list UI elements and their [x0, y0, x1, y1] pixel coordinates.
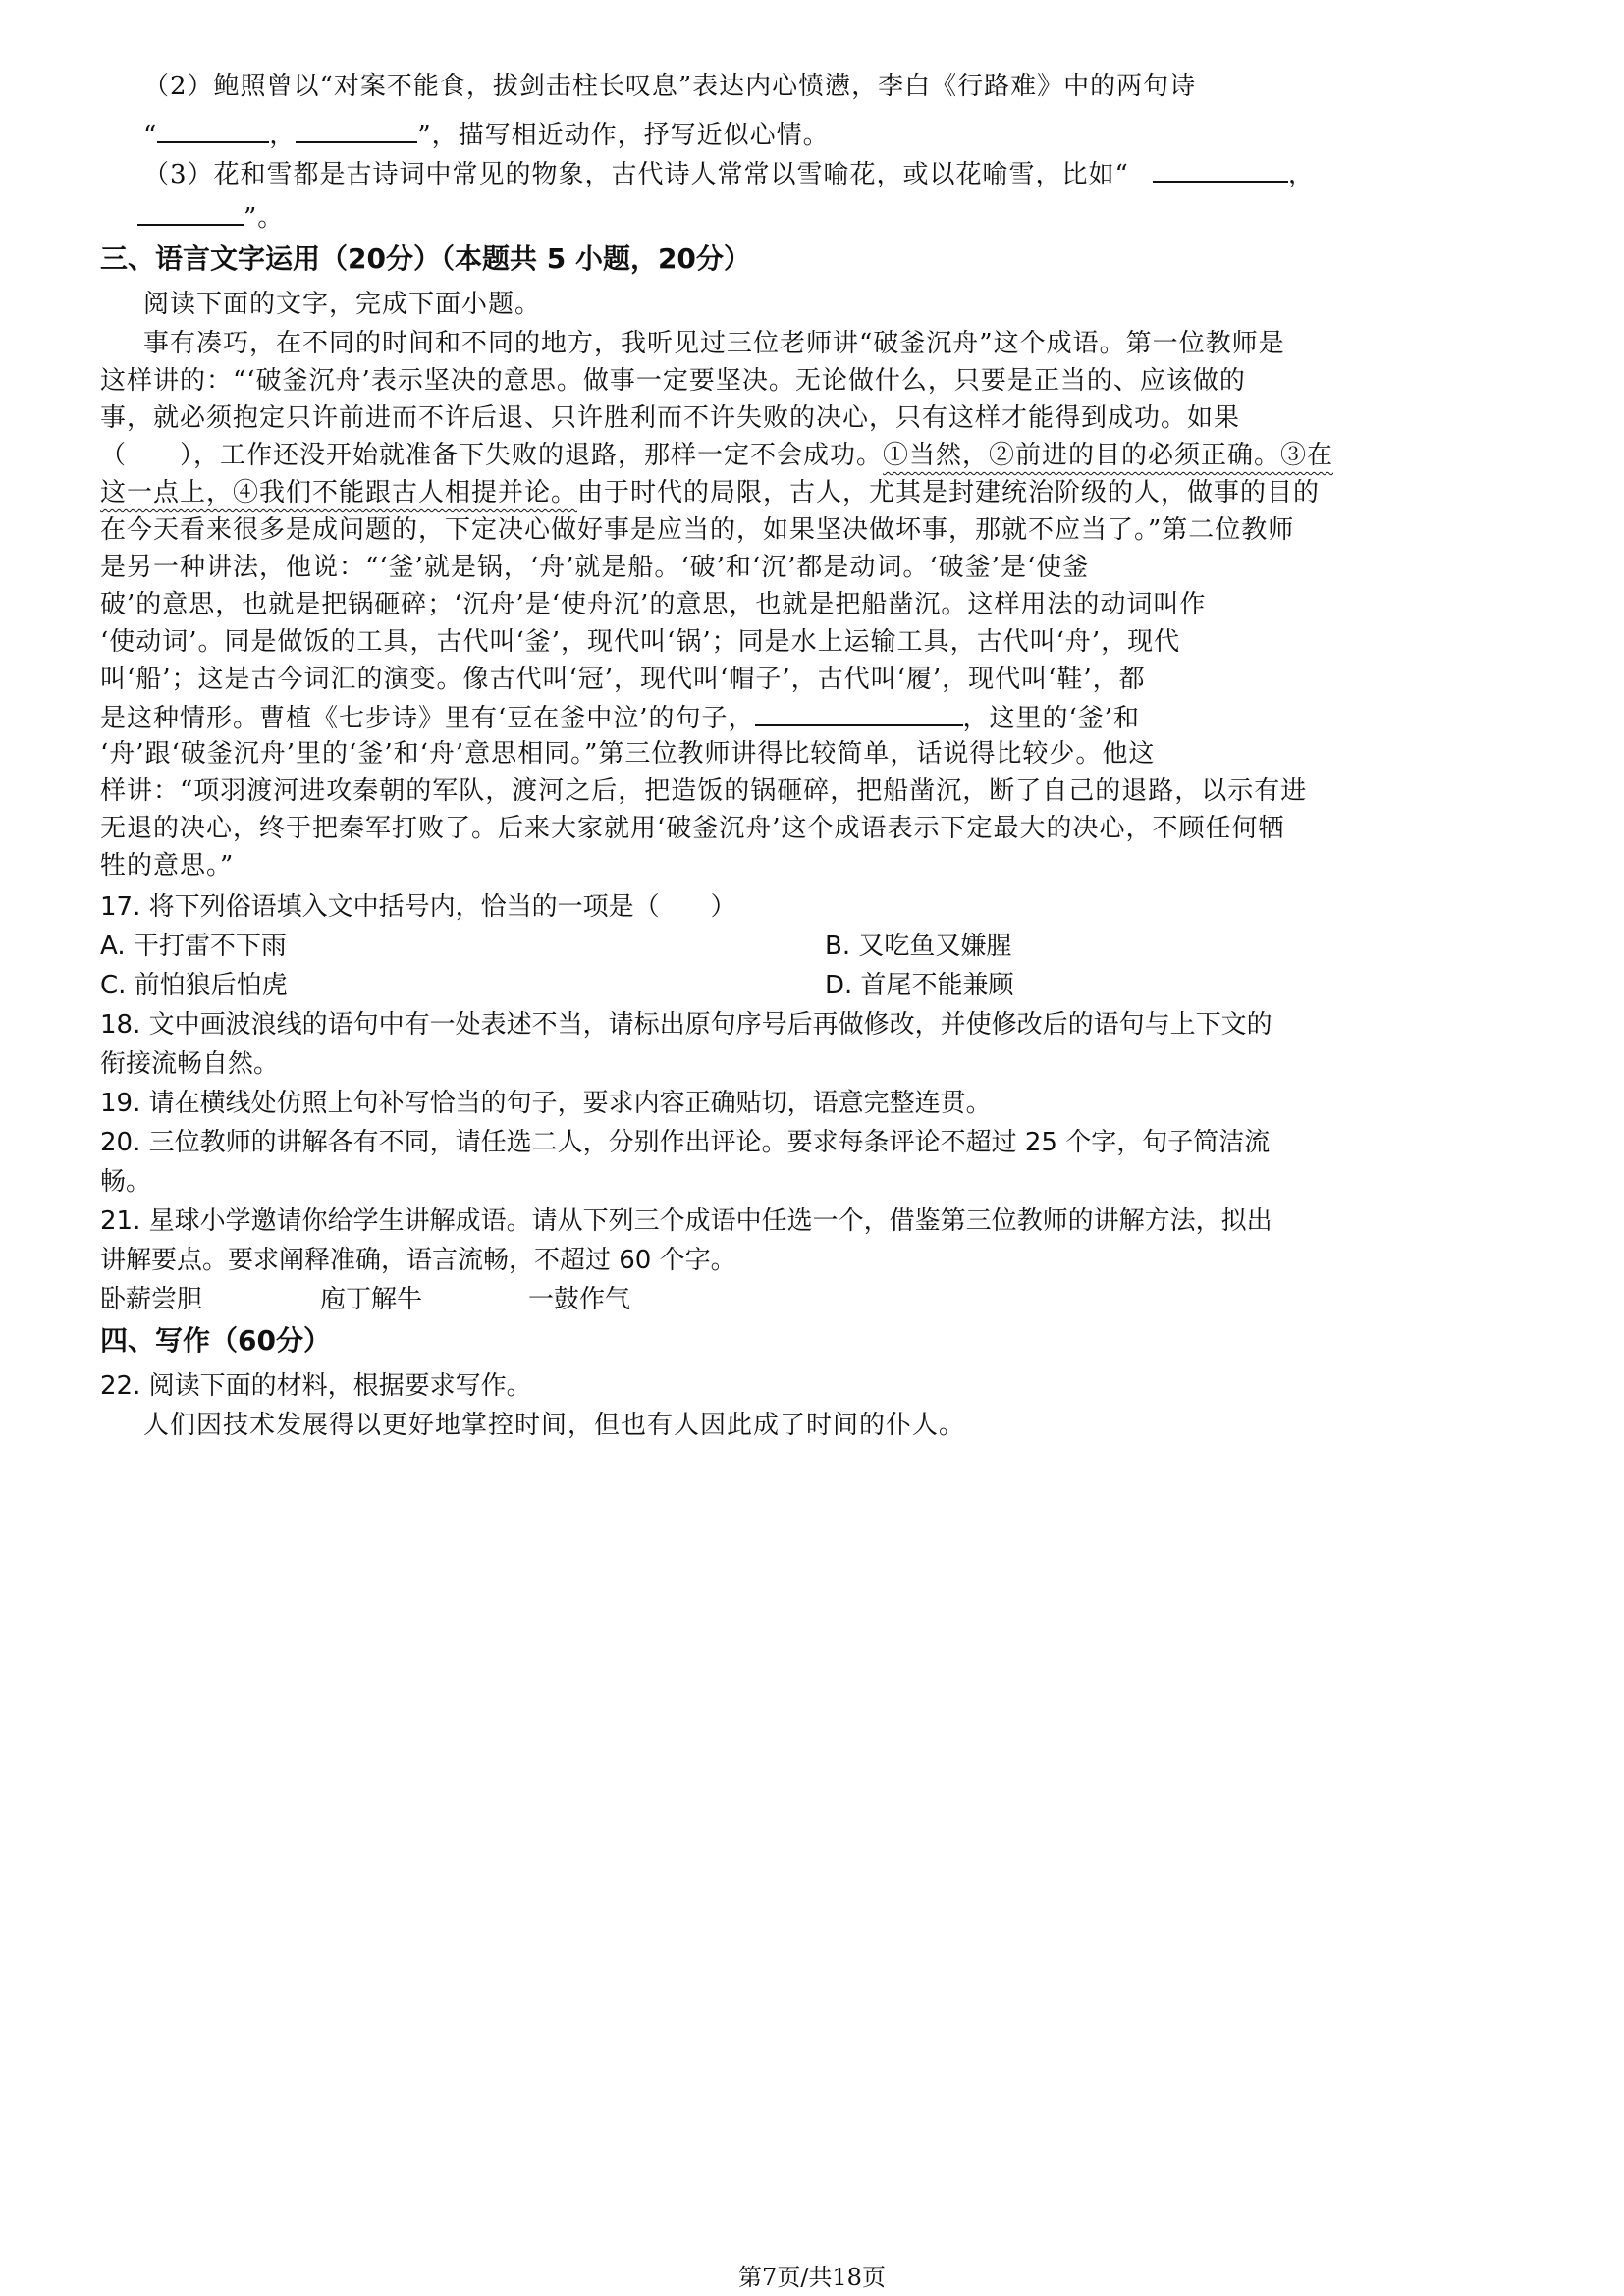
passage-line — [100, 697, 1140, 738]
wavy-underlined-sentence: 这一点上，④我们不能跟古人相提并论。 — [100, 478, 578, 507]
item2-line2 — [143, 114, 830, 155]
passage-line: 破’的意思，也就是把锅砸碎；‘沉舟’是‘使舟沉’的意思，也就是把船凿沉。这样用法的动词叫作 — [100, 590, 1207, 619]
answer-blank[interactable] — [157, 114, 269, 143]
q22-stem: 22. 阅读下面的材料，根据要求写作。 — [100, 1371, 532, 1401]
passage-text: ，这里的‘釜’和 — [962, 704, 1141, 733]
section3-heading: 三、语言文字运用（20分）（本题共 5 小题，20分） — [100, 242, 751, 275]
answer-blank[interactable] — [137, 196, 244, 226]
close-text: ”，描写相近动作，抒写近似心情。 — [417, 121, 830, 150]
passage-line: 牲的意思。” — [100, 851, 235, 881]
passage-line: 在今天看来很多是成问题的，下定决心做好事是应当的，如果坚决做坏事，那就不应当了。”第二位教师 — [100, 515, 1295, 545]
passage-line: 无退的决心，终于把秦军打败了。后来大家就用‘破釜沉舟’这个成语表示下定最大的决心，不顾任何牺 — [100, 814, 1285, 843]
item3-line2 — [137, 196, 284, 238]
q17-option-a[interactable]: A. 干打雷不下雨 — [100, 932, 287, 961]
open-quote: “ — [143, 121, 158, 150]
q17-option-c[interactable]: C. 前怕狼后怕虎 — [100, 971, 288, 1000]
passage-text: 是这种情形。曹植《七步诗》里有‘豆在釜中泣’的句子， — [100, 704, 755, 733]
q20-line2: 畅。 — [100, 1167, 152, 1197]
passage-line: 事有凑巧，在不同的时间和不同的地方，我听见过三位老师讲“破釜沉舟”这个成语。第一位教师是 — [143, 329, 1285, 358]
q21-line1: 21. 星球小学邀请你给学生讲解成语。请从下列三个成语中任选一个，借鉴第三位教师的讲解方法，拟出 — [100, 1206, 1272, 1236]
passage-line — [100, 473, 1320, 512]
q17-option-b[interactable]: B. 又吃鱼又嫌腥 — [825, 932, 1012, 961]
item2-line1: （2）鲍照曾以“对案不能食，拔剑击柱长叹息”表达内心愤懑，李白《行路难》中的两句诗 — [143, 72, 1197, 101]
passage-line: 样讲：“项羽渡河进攻秦朝的军队，渡河之后，把造饭的锅砸碎，把船凿沉，断了自己的退路，以示有进 — [100, 776, 1308, 806]
passage-line: ‘舟’跟‘破釜沉舟’里的‘釜’和‘舟’意思相同。”第三位教师讲得比较简单，话说得比较少。他这 — [100, 739, 1156, 769]
wavy-underlined-sentence: ①当然，②前进的目的必须正确。③在 — [883, 441, 1334, 470]
passage-line: 事，就必须抱定只许前进而不许后退、只许胜利而不许失败的决心，只有这样才能得到成功。如果 — [100, 403, 1241, 433]
passage-text: 由于时代的局限，古人，尤其是封建统治阶级的人，做事的目的 — [577, 478, 1321, 507]
answer-blank[interactable] — [755, 697, 963, 726]
writing-material: 人们因技术发展得以更好地掌控时间，但也有人因此成了时间的仆人。 — [143, 1411, 966, 1440]
section3-instruction: 阅读下面的文字，完成下面小题。 — [143, 290, 542, 319]
q21-line2: 讲解要点。要求阐释准确，语言流畅，不超过 60 个字。 — [100, 1246, 736, 1275]
passage-line: 这样讲的：“‘破釜沉舟’表示坚决的意思。做事一定要坚决。无论做什么，只要是正当的、应该做的 — [100, 366, 1246, 396]
q19: 19. 请在横线处仿照上句补写恰当的句子，要求内容正确贴切，语意完整连贯。 — [100, 1089, 992, 1118]
item3-line1 — [143, 153, 1315, 194]
idiom-2: 庖丁解牛 — [320, 1285, 423, 1314]
passage-line: 是另一种讲法，他说：“‘釜’就是锅，‘舟’就是船。‘破’和‘沉’都是动词。‘破釜’是‘使釜 — [100, 553, 1090, 582]
item3-end: ”。 — [244, 203, 285, 233]
answer-blank[interactable] — [1153, 153, 1288, 183]
q17-stem: 17. 将下列俗语填入文中括号内，恰当的一项是（ ） — [100, 892, 736, 922]
q18-line1: 18. 文中画波浪线的语句中有一处表述不当，请标出原句序号后再做修改，并使修改后的语句与上下文的 — [100, 1010, 1272, 1040]
section4-heading: 四、写作（60分） — [100, 1324, 331, 1357]
item3-comma: ， — [1287, 160, 1315, 189]
q18-line2: 衔接流畅自然。 — [100, 1049, 280, 1079]
passage-line: ‘使动词’。同是做饭的工具，古代叫‘釜’，现代叫‘锅’；同是水上运输工具，古代叫‘舟’，现代 — [100, 627, 1181, 657]
q20-line1: 20. 三位教师的讲解各有不同，请任选二人，分别作出评论。要求每条评论不超过 25 个字，句子简洁流 — [100, 1128, 1271, 1157]
page-number: 第7页/共18页 — [738, 2264, 886, 2291]
passage-line: 叫‘船’；这是古今词汇的演变。像古代叫‘冠’，现代叫‘帽子’，古代叫‘履’，现代叫‘鞋’，都 — [100, 665, 1146, 694]
idiom-3: 一鼓作气 — [528, 1285, 631, 1314]
passage-text: （ ），工作还没开始就准备下失败的退路，那样一定不会成功。 — [100, 441, 884, 470]
idiom-1: 卧薪尝胆 — [100, 1285, 203, 1314]
passage-line — [100, 436, 1333, 475]
separator: ， — [269, 121, 297, 150]
q17-option-d[interactable]: D. 首尾不能兼顾 — [825, 971, 1014, 1000]
item3-text: （3）花和雪都是古诗词中常见的物象，古代诗人常常以雪喻花，或以花喻雪，比如“ — [143, 160, 1129, 189]
answer-blank[interactable] — [296, 114, 417, 143]
